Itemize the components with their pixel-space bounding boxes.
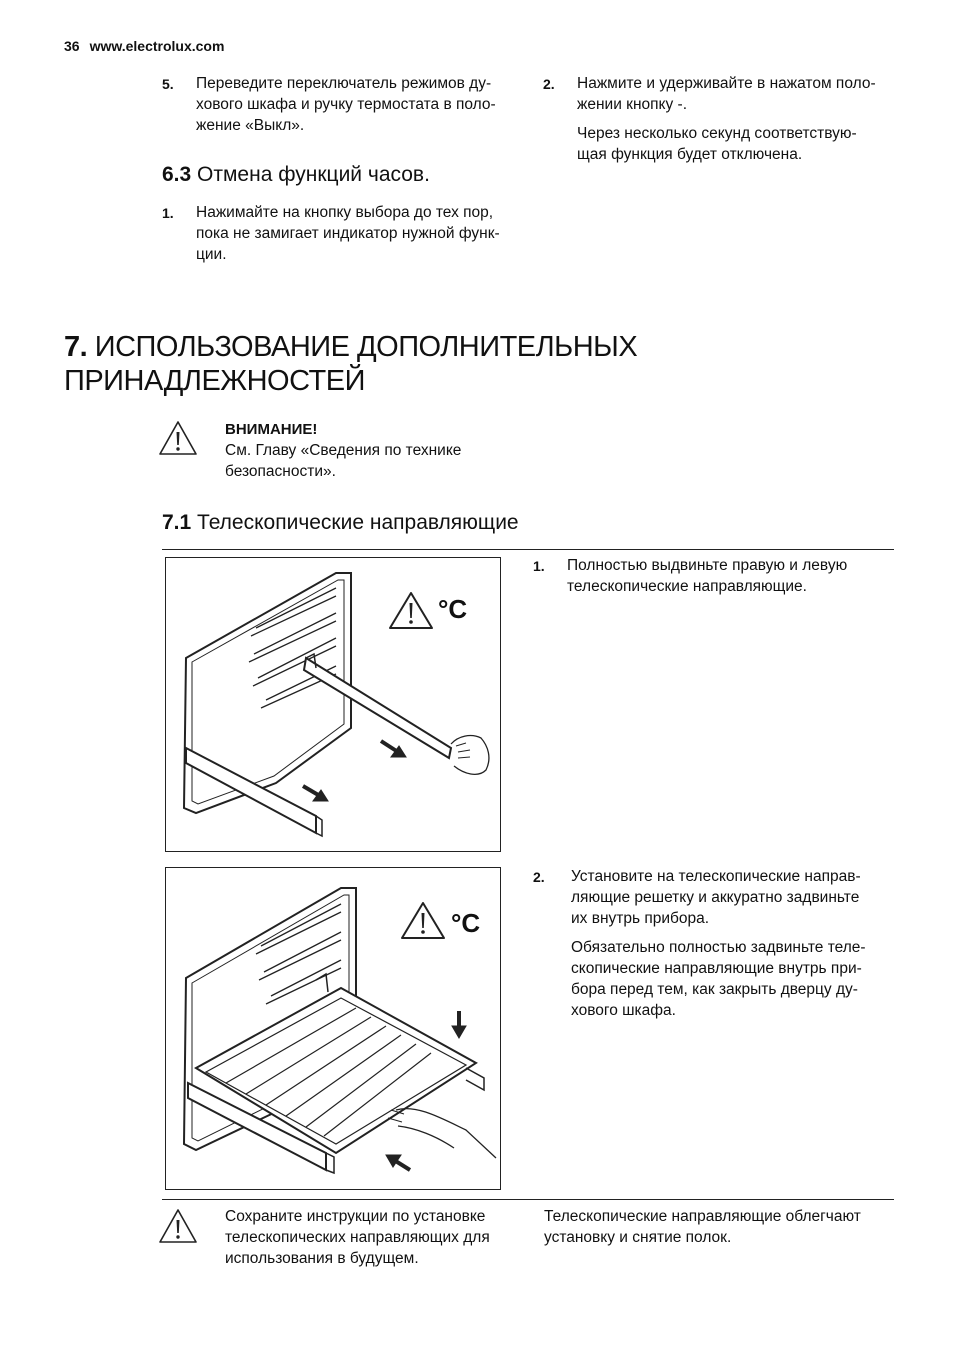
chapter-title-line2: ПРИНАДЛЕЖНОСТЕЙ <box>64 365 365 397</box>
warning-triangle-icon <box>158 420 198 456</box>
list-item-text: Установите на телескопические направ- ляющие решетку и аккуратно задвиньте их внутрь прибора. <box>571 868 861 927</box>
list-item <box>162 73 512 143</box>
section-heading <box>162 162 430 188</box>
list-item-number: 2. <box>543 76 555 92</box>
warning-block <box>225 419 525 482</box>
section-title: Отмена функций часов. <box>197 163 430 186</box>
list-item-text: Нажимайте на кнопку выбора до тех пор, пока не замигает индикатор нужной функ- ции. <box>196 204 500 263</box>
footer-note-left: Сохраните инструкции по установке телескопических направляющих для использования в будущем. <box>225 1208 490 1267</box>
list-item-number: 1. <box>162 205 174 221</box>
section-number: 6.3 <box>162 163 192 186</box>
figure-telescopic-runners <box>165 557 501 852</box>
figure-shelf-placement <box>165 867 501 1190</box>
list-item-note: Обязательно полностью задвиньте теле- скопические направляющие внутрь при- бора перед тем, как закрыть дверцу ду- хового шкафа. <box>571 939 866 1019</box>
hot-symbol: °C <box>451 908 481 938</box>
section-title: Телескопические направляющие <box>197 511 519 534</box>
list-item-number: 5. <box>162 76 174 92</box>
hot-symbol: °C <box>438 594 468 624</box>
list-item-note: Через несколько секунд соответствую- щая функция будет отключена. <box>577 125 857 163</box>
list-item-text: Нажмите и удерживайте в нажатом поло- жении кнопку -. <box>577 75 876 113</box>
page-number: 36 <box>64 38 80 54</box>
list-item <box>162 202 512 272</box>
list-item-body <box>571 866 885 1029</box>
list-item-text: Переведите переключатель режимов ду- хового шкафа и ручку термостата в поло- жение «Выкл». <box>196 75 496 134</box>
list-item <box>543 73 903 173</box>
footer-note-right: Телескопические направляющие облегчают установку и снятие полок. <box>544 1208 861 1246</box>
chapter-number: 7. <box>64 331 88 363</box>
list-item <box>533 555 878 605</box>
list-item-text: Полностью выдвиньте правую и левую телескопические направляющие. <box>567 557 848 595</box>
divider <box>162 549 894 550</box>
page-header <box>64 38 224 54</box>
chapter-title-line1: ИСПОЛЬЗОВАНИЕ ДОПОЛНИТЕЛЬНЫХ <box>94 331 638 363</box>
section-heading <box>162 510 519 536</box>
oven-shelf-placement-illustration <box>166 868 500 1189</box>
site-url: www.electrolux.com <box>89 38 225 54</box>
chapter-heading <box>64 330 637 398</box>
list-item-body <box>577 73 903 173</box>
section-number: 7.1 <box>162 511 192 534</box>
list-item <box>533 866 885 1036</box>
list-item-number: 2. <box>533 869 545 885</box>
warning-title: ВНИМАНИЕ! <box>225 421 318 438</box>
warning-text: См. Главу «Сведения по технике безопасности». <box>225 442 462 480</box>
warning-triangle-icon <box>158 1208 198 1244</box>
divider <box>162 1199 894 1200</box>
list-item-number: 1. <box>533 558 545 574</box>
